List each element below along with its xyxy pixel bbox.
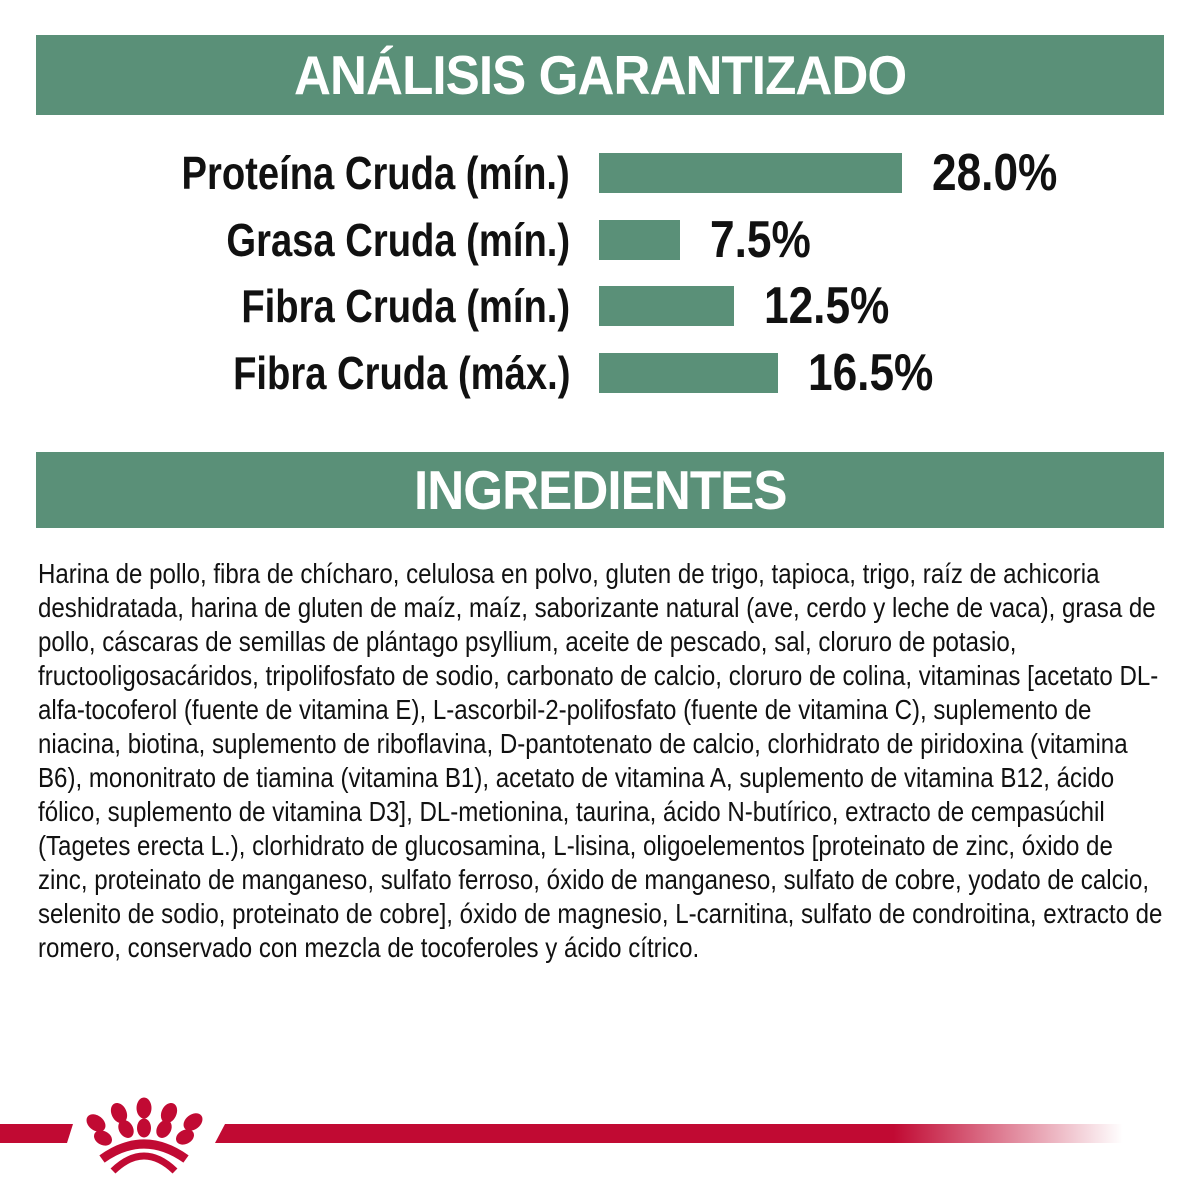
crown-arcs — [102, 1144, 186, 1171]
chart-row-label: Fibra Cruda (mín.) — [241, 280, 570, 332]
chart-row-label: Grasa Cruda (mín.) — [226, 213, 570, 266]
red-stripe-right — [215, 1124, 1132, 1143]
chart-row — [36, 144, 1164, 202]
red-stripe-left — [0, 1124, 73, 1143]
chart-bar-value: 12.5% — [764, 277, 890, 335]
chart-row-label: Fibra Cruda (máx.) — [232, 346, 570, 399]
royal-canin-crown-logo — [80, 1094, 210, 1186]
chart-bar-value: 16.5% — [808, 343, 934, 402]
section-title-ingredientes: INGREDIENTES — [413, 459, 787, 521]
ingredients-paragraph — [38, 557, 1166, 965]
chart-row — [36, 343, 1164, 402]
chart-bar — [599, 220, 680, 260]
section-header-analisis — [36, 35, 1164, 115]
chart-row-label: Proteína Cruda (mín.) — [181, 147, 570, 199]
guaranteed-analysis-chart — [36, 144, 1164, 419]
chart-bar — [599, 286, 734, 326]
ingredients-text: Harina de pollo, fibra de chícharo, celulosa en polvo, gluten de trigo, tapioca, trigo, raíz de achicoria deshidratada, harina de gluten de maíz, maíz, saborizante natural (ave, cerdo y leche de vaca), grasa de pollo, cáscaras de semillas de plántago psyllium, aceite de pescado, sal, cloruro de potasio, fructooligosacáridos, tripolifosfato de sodio, carbonato de calcio, cloruro de colina, vitaminas [acetato DL-alfa-tocoferol (fuente de vitamina E), L-ascorbil-2-polifosfato (fuente de vitamina C), suplemento de niacina, biotina, suplemento de riboflavina, D-pantotenato de calcio, clorhidrato de piridoxina (vitamina B6), mononitrato de tiamina (vitamina B1), acetato de vitamina A, suplemento de vitamina B12, ácido fólico, suplemento de vitamina D3], DL-metionina, taurina, ácido N-butírico, extracto de cempasúchil (Tagetes erecta L.), clorhidrato de glucosamina, L-lisina, oligoelementos [proteinato de zinc, óxido de zinc, proteinato de manganeso, sulfato ferroso, óxido de manganeso, sulfato de cobre, yodato de calcio, selenito de sodio, proteinato de cobre], óxido de magnesio, L-carnitina, sulfato de condroitina, extracto de romero, conservado con mezcla de tocoferoles y ácido cítrico. — [38, 558, 1163, 963]
chart-row — [36, 277, 1164, 335]
chart-bar — [599, 153, 902, 193]
chart-bar-value: 28.0% — [932, 144, 1058, 202]
chart-row — [36, 210, 1164, 269]
chart-bar-value: 7.5% — [710, 210, 811, 269]
section-header-ingredientes — [36, 452, 1164, 528]
chart-bar — [599, 353, 778, 393]
section-title-analisis: ANÁLISIS GARANTIZADO — [293, 44, 907, 106]
